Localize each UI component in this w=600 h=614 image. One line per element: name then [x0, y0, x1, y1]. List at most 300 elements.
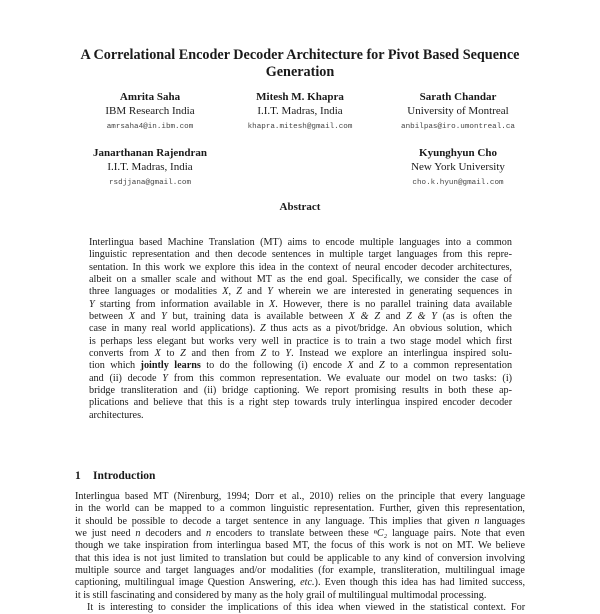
text-run: do: [219, 360, 230, 372]
text-run: common: [229, 503, 266, 515]
text-run: in: [293, 515, 301, 527]
math-symbol: X: [268, 298, 276, 310]
text-line: [89, 397, 512, 409]
text-run: encode: [313, 360, 342, 372]
text-run: there: [327, 298, 348, 310]
text-run: on: [436, 372, 447, 384]
math-symbol: Z: [180, 348, 186, 360]
text-run: acts: [292, 323, 309, 335]
text-run: this: [239, 261, 255, 273]
text-run: (for: [318, 565, 334, 577]
text-run: modalities: [270, 565, 314, 577]
text-run: bridge: [89, 385, 116, 397]
text-run: but,: [172, 311, 189, 323]
math-symbol: Z: [406, 311, 412, 323]
author-affiliation: I.I.T. Madras, India: [107, 161, 193, 173]
text-run: This: [369, 515, 388, 527]
text-run: believe: [153, 397, 183, 409]
text-run: we: [334, 348, 347, 360]
text-run: available: [266, 311, 304, 323]
text-run: in: [316, 249, 325, 261]
text-run: to: [206, 360, 215, 372]
text-run: and: [191, 348, 207, 360]
math-symbol: X: [222, 286, 229, 298]
text-run: as: [276, 274, 286, 286]
text-run: idea: [258, 261, 276, 273]
math-symbol: Z: [379, 360, 385, 372]
text-line: [89, 237, 512, 249]
text-run: plications: [89, 397, 129, 409]
text-run: the: [235, 360, 248, 372]
math-symbol: Y: [267, 286, 273, 298]
text-run: very: [238, 335, 257, 347]
text-run: sentation.: [89, 261, 129, 273]
text-run: is: [333, 335, 341, 347]
text-run: given: [416, 503, 440, 515]
text-run: the: [210, 602, 223, 614]
text-run: For: [510, 602, 526, 614]
text-run: and: [140, 311, 156, 323]
author-block: [50, 147, 250, 190]
text-run: Further,: [379, 503, 412, 515]
text-run: on: [116, 274, 127, 286]
text-run: and: [247, 286, 262, 298]
math-symbol: X: [154, 348, 161, 360]
text-run: the: [290, 274, 303, 286]
text-run: from: [135, 298, 156, 310]
text-run: multiple: [359, 237, 394, 248]
text-run: Question: [207, 577, 245, 589]
text-run: given: [446, 515, 470, 527]
text-run: However,: [282, 298, 323, 310]
text-run: We: [327, 372, 341, 384]
text-run: interlingua: [355, 397, 400, 409]
math-symbol: &: [360, 311, 369, 323]
text-run: interested: [351, 286, 391, 298]
author-email: khapra.mitesh@gmail.com: [247, 123, 353, 131]
text-run: thus: [270, 323, 288, 335]
text-run: a: [131, 274, 137, 286]
text-run: real: [151, 323, 167, 335]
text-run: sequences: [457, 286, 499, 298]
text-run: Machine: [167, 237, 204, 248]
text-run: modalities: [174, 286, 217, 298]
text-run: languages: [396, 249, 438, 261]
text-run: this: [369, 540, 385, 552]
math-symbol: Z: [260, 348, 267, 360]
text-run: idea: [112, 552, 130, 564]
text-run: to: [206, 503, 215, 515]
math-symbol: Y: [431, 311, 437, 323]
text-run: without: [220, 274, 252, 286]
text-run: language: [488, 491, 526, 502]
text-run: on: [365, 491, 376, 502]
text-run: based: [124, 491, 149, 502]
text-line: [75, 503, 525, 515]
text-run: in: [504, 286, 513, 298]
text-run: towards: [294, 397, 327, 409]
math-symbol: &: [417, 311, 426, 323]
text-run: even: [505, 528, 525, 540]
text-run: inspiration: [144, 540, 189, 552]
text-run: pairs.: [433, 528, 457, 540]
text-run: We: [478, 540, 492, 552]
introduction-body: [75, 491, 525, 614]
abstract-body: [89, 237, 512, 422]
math-symbol: Y: [89, 298, 95, 310]
text-run: from: [192, 540, 213, 552]
author-email: amrsaha4@in.ibm.com: [106, 123, 194, 131]
text-run: to: [212, 552, 220, 564]
text-run: translate: [269, 528, 305, 540]
text-line: [75, 553, 525, 565]
text-run: MT: [256, 274, 272, 286]
text-line: [89, 286, 512, 298]
author-affiliation: IBM Research India: [105, 105, 195, 117]
text-run: not: [424, 540, 439, 552]
text-run: in: [279, 261, 288, 273]
text-run: (i): [298, 360, 308, 372]
text-run: source: [114, 565, 141, 577]
text-line: [89, 311, 512, 323]
text-run: should: [85, 515, 113, 527]
text-run: Instead: [299, 348, 329, 360]
text-run: though: [349, 577, 379, 589]
text-run: truly: [331, 397, 351, 409]
text-run: architectures,: [457, 261, 512, 273]
math-symbol: n: [205, 528, 212, 540]
text-run: is: [98, 602, 105, 614]
text-run: principle: [398, 491, 435, 502]
text-run: to: [157, 602, 166, 614]
text-run: perhaps: [100, 335, 133, 347]
text-run: involving: [485, 552, 525, 564]
author-affiliation: I.I.T. Madras, India: [257, 105, 343, 117]
text-run: of: [425, 552, 434, 564]
author-affiliation: University of Montreal: [407, 105, 509, 117]
abstract-heading: Abstract: [279, 201, 321, 213]
text-run: two: [452, 372, 468, 384]
text-run: encoders: [215, 528, 253, 540]
math-symbol: X: [347, 360, 354, 372]
text-run: limited: [458, 577, 488, 589]
text-run: Even: [324, 577, 346, 589]
text-run: promising: [354, 385, 397, 397]
text-run: to: [372, 552, 381, 564]
text-run: An: [392, 323, 406, 335]
text-run: focus: [330, 540, 353, 552]
text-run: representation.: [261, 372, 322, 384]
bold-text: jointly: [140, 360, 169, 372]
section-number: 1: [75, 470, 81, 482]
paper-title: [40, 47, 560, 81]
math-symbol: n: [135, 528, 141, 540]
text-run: this: [467, 249, 483, 261]
text-run: transliteration,: [380, 565, 440, 577]
text-run: between: [89, 311, 123, 323]
text-run: and: [201, 274, 216, 286]
text-run: of: [342, 261, 351, 273]
author-name: Sarath Chandar: [419, 91, 497, 103]
author-block: [358, 147, 558, 190]
text-line: [89, 373, 512, 385]
author-email: rsdjjana@gmail.com: [108, 179, 192, 187]
text-run: MT,: [292, 540, 310, 552]
author-name: Mitesh M. Khapra: [256, 91, 344, 103]
text-run: though: [75, 540, 104, 552]
text-run: multiple: [329, 249, 364, 261]
text-line: [89, 360, 512, 372]
text-run: which: [487, 323, 512, 335]
text-run: languages: [114, 286, 156, 298]
text-run: it: [75, 515, 81, 527]
text-run: many: [124, 323, 147, 335]
text-run: a: [216, 515, 221, 527]
text-run: languages: [399, 237, 440, 248]
text-run: tion: [89, 360, 105, 372]
text-run: mapped: [169, 503, 202, 515]
text-run: which: [110, 360, 136, 372]
text-run: to: [169, 515, 178, 527]
math-symbol: Y: [162, 372, 168, 384]
text-run: well: [261, 335, 279, 347]
text-run: inspired: [453, 348, 487, 360]
text-run: idea: [401, 577, 419, 589]
author-name: Amrita Saha: [119, 91, 181, 103]
text-run: encode: [325, 237, 355, 248]
text-run: believe: [495, 540, 526, 552]
text-run: ap-: [498, 385, 512, 397]
text-run: (MT): [260, 237, 283, 248]
text-run: target: [368, 249, 392, 261]
text-run: applications).: [200, 323, 256, 335]
text-run: inspired: [404, 397, 438, 409]
text-run: solu-: [491, 348, 513, 360]
author-affiliation: New York University: [411, 161, 505, 173]
text-run: sentences: [271, 249, 311, 261]
text-run: .: [291, 348, 294, 360]
text-line: [75, 528, 525, 540]
math-symbol: n: [474, 515, 480, 527]
text-run: al.,: [291, 491, 305, 502]
text-line: [89, 262, 512, 274]
text-run: in: [283, 335, 292, 347]
text-run: smaller: [140, 274, 171, 286]
text-run: Translation: [208, 237, 255, 248]
text-run: captioning,: [75, 577, 121, 589]
text-run: works: [208, 335, 234, 347]
text-run: of: [503, 274, 512, 286]
text-run: elegant: [156, 335, 187, 347]
text-run: we: [407, 274, 420, 286]
text-run: neural: [355, 261, 381, 273]
text-run: which: [466, 335, 491, 347]
text-run: a: [466, 237, 471, 248]
text-line: [89, 249, 512, 261]
text-run: had: [439, 577, 455, 589]
math-symbol: Z: [260, 323, 266, 335]
text-run: an: [388, 348, 398, 360]
text-line: [75, 491, 525, 503]
text-run: could: [287, 552, 311, 564]
text-line: [89, 299, 512, 311]
text-run: explore: [205, 261, 236, 273]
text-run: our: [385, 372, 400, 384]
text-run: to: [344, 335, 353, 347]
text-run: just: [160, 552, 176, 564]
bold-text: learns: [174, 360, 201, 372]
text-run: that: [485, 528, 501, 540]
text-run: in: [111, 323, 120, 335]
text-run: and: [183, 385, 199, 397]
text-run: language: [392, 528, 429, 540]
text-run: to: [166, 348, 175, 360]
text-run: decoder: [479, 397, 513, 409]
text-run: that: [187, 397, 203, 409]
text-run: no: [365, 298, 376, 310]
text-run: just: [91, 528, 107, 540]
text-run: model: [405, 372, 431, 384]
text-run: is: [413, 540, 421, 552]
text-run: (as: [442, 311, 455, 323]
text-run: from: [173, 372, 194, 384]
math-symbol: Z: [236, 286, 242, 298]
text-run: Specifically,: [352, 274, 403, 286]
math-symbol: etc.: [300, 577, 315, 589]
text-run: a: [326, 323, 331, 335]
text-line: [89, 385, 512, 397]
text-run: step: [272, 397, 290, 409]
text-run: sentence: [253, 515, 289, 527]
text-run: is: [227, 397, 235, 409]
text-run: from: [129, 348, 149, 360]
text-run: need: [111, 528, 131, 540]
text-run: training: [193, 311, 226, 323]
text-run: practice: [296, 335, 329, 347]
text-run: pivot/bridge.: [335, 323, 388, 335]
text-run: conversion: [437, 552, 483, 564]
text-run: in: [396, 286, 404, 298]
text-run: representation: [132, 249, 190, 261]
text-run: two: [390, 335, 406, 347]
text-run: this: [199, 372, 214, 384]
text-run: It: [87, 602, 94, 614]
text-run: (ii): [109, 372, 122, 384]
text-run: converts: [89, 348, 124, 360]
text-run: this: [145, 261, 160, 273]
text-run: decoder: [421, 261, 454, 273]
text-run: decode: [182, 515, 212, 527]
text-run: (i): [502, 372, 513, 384]
text-run: information: [160, 298, 209, 310]
text-run: MT.: [456, 540, 474, 552]
text-run: repre-: [487, 249, 512, 261]
text-run: we: [75, 528, 87, 540]
text-line: [75, 577, 525, 589]
text-run: three: [89, 286, 110, 298]
text-line: [89, 410, 512, 422]
text-run: et: [279, 491, 287, 502]
text-run: (ii): [203, 385, 217, 397]
text-run: from: [235, 348, 255, 360]
text-run: any: [305, 515, 321, 527]
text-run: results: [401, 385, 429, 397]
math-symbol: Z: [374, 311, 380, 323]
text-run: multilingual: [124, 577, 175, 589]
text-run: multilingual: [445, 565, 495, 577]
text-run: be: [154, 503, 164, 515]
text-run: has: [422, 577, 436, 589]
text-run: limited: [179, 552, 209, 564]
text-run: in: [75, 503, 83, 515]
author-name: Janarthanan Rajendran: [93, 147, 207, 159]
text-run: captioning.: [254, 385, 300, 397]
author-name: Kyunghyun Cho: [419, 147, 497, 159]
text-run: we: [316, 286, 329, 298]
text-run: languages: [484, 515, 525, 527]
text-run: Interlingua: [75, 491, 120, 502]
text-run: obvious: [409, 323, 443, 335]
text-run: these: [347, 528, 369, 540]
text-run: context: [308, 261, 339, 273]
text-run: first: [495, 335, 513, 347]
text-run: the: [463, 274, 477, 286]
text-run: is: [89, 335, 96, 347]
text-run: in: [255, 298, 264, 310]
text-run: solution,: [446, 323, 483, 335]
text-run: languages: [193, 565, 235, 577]
text-run: not: [143, 552, 157, 564]
text-run: representation,: [464, 503, 525, 515]
text-run: the: [88, 503, 101, 515]
text-run: the: [499, 311, 512, 323]
text-run: 1994;: [226, 491, 250, 502]
text-run: Answering,: [248, 577, 296, 589]
paper-title-line: A Correlational Encoder Decoder Architecture for Pivot Based Sequence: [80, 47, 520, 63]
text-run: into: [445, 237, 462, 248]
text-run: but: [270, 552, 284, 564]
text-run: in: [399, 602, 408, 614]
math-symbol: X: [348, 311, 355, 323]
text-run: (Nirenburg,: [173, 491, 222, 502]
text-run: consider: [170, 602, 206, 614]
text-run: parallel: [380, 298, 412, 310]
text-run: applicable: [327, 552, 370, 564]
text-run: this: [382, 577, 397, 589]
text-line: [75, 590, 525, 602]
text-run: then: [211, 348, 230, 360]
text-run: take: [123, 540, 141, 552]
author-email: cho.k.hyun@gmail.com: [412, 179, 504, 187]
math-symbol: ⁿC₂: [373, 528, 388, 540]
text-run: it is still fascinating and considered by many as the holy grail of multilingual multimodal processing.: [75, 589, 487, 601]
text-run: that: [426, 515, 443, 527]
text-run: target: [225, 515, 249, 527]
text-line: [75, 540, 525, 552]
text-run: in: [434, 385, 443, 397]
text-run: to: [256, 528, 265, 540]
text-run: data: [453, 298, 471, 310]
author-email: anbilpas@iro.umontreal.ca: [401, 123, 515, 131]
text-run: based: [139, 237, 163, 248]
text-run: viewed: [365, 602, 395, 614]
text-run: linguistic: [270, 503, 309, 515]
text-run: common: [219, 372, 256, 384]
text-run: world: [105, 503, 130, 515]
text-line: [89, 348, 512, 360]
text-run: both: [448, 385, 467, 397]
text-run: starting: [99, 298, 131, 310]
